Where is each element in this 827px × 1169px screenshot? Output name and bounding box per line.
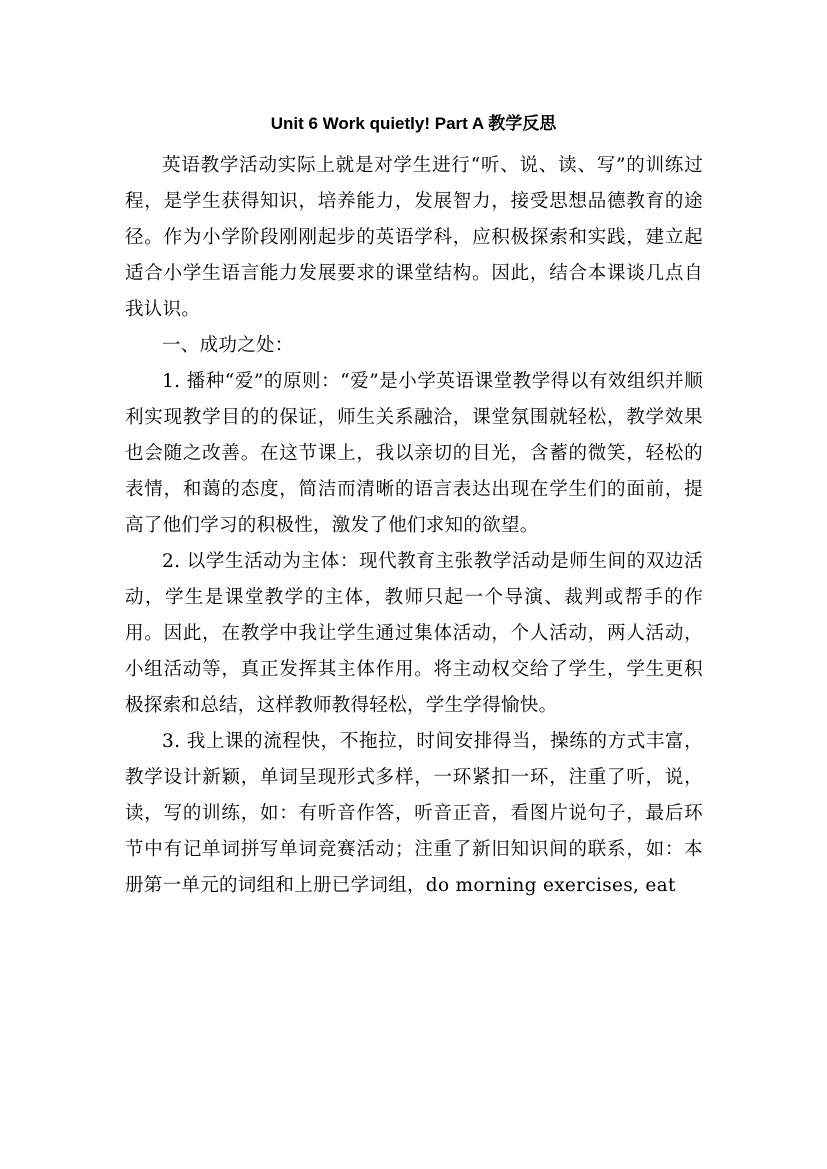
point-2-paragraph: 2. 以学生活动为主体：现代教育主张教学活动是师生间的双边活动，学生是课堂教学的主体，教师只起一个导演、裁判或帮手的作用。因此，在教学中我让学生通过集体活动，个人活动，两人活动，小组活动等，真正发挥其主体作用。将主动权交给了学生，学生更积极探索和总结，这样教师教得轻松，学生学得愉快。 xyxy=(125,551,703,716)
section-heading-successes: 一、成功之处： xyxy=(162,335,294,356)
intro-paragraph: 英语教学活动实际上就是对学生进行“听、说、读、写”的训练过程，是学生获得知识，培养能力，发展智力，接受思想品德教育的途径。作为小学阶段刚刚起步的英语学科，应积极探索和实践，建立起适合小学生语言能力发展要求的课堂结构。因此，结合本课谈几点自我认识。 xyxy=(125,155,703,320)
document-body xyxy=(125,148,703,904)
point-1-paragraph: 1. 播种“爱”的原则：“爱”是小学英语课堂教学得以有效组织并顺利实现教学目的的保证，师生关系融洽，课堂氛围就轻松，教学效果也会随之改善。在这节课上，我以亲切的目光，含蓄的微笑，轻松的表情，和蔼的态度，简洁而清晰的语言表达出现在学生们的面前，提高了他们学习的积极性，激发了他们求知的欲望。 xyxy=(125,371,703,536)
point-3-paragraph: 3. 我上课的流程快，不拖拉，时间安排得当，操练的方式丰富，教学设计新颖，单词呈现形式多样，一环紧扣一环，注重了听，说，读，写的训练，如：有听音作答，听音正音，看图片说句子，最后环节中有记单词拼写单词竞赛活动；注重了新旧知识间的联系，如：本册第一单元的词组和上册已学词组，do morning exercises, eat xyxy=(125,731,703,896)
document-title: Unit 6 Work quietly! Part A 教学反思 xyxy=(270,114,557,133)
